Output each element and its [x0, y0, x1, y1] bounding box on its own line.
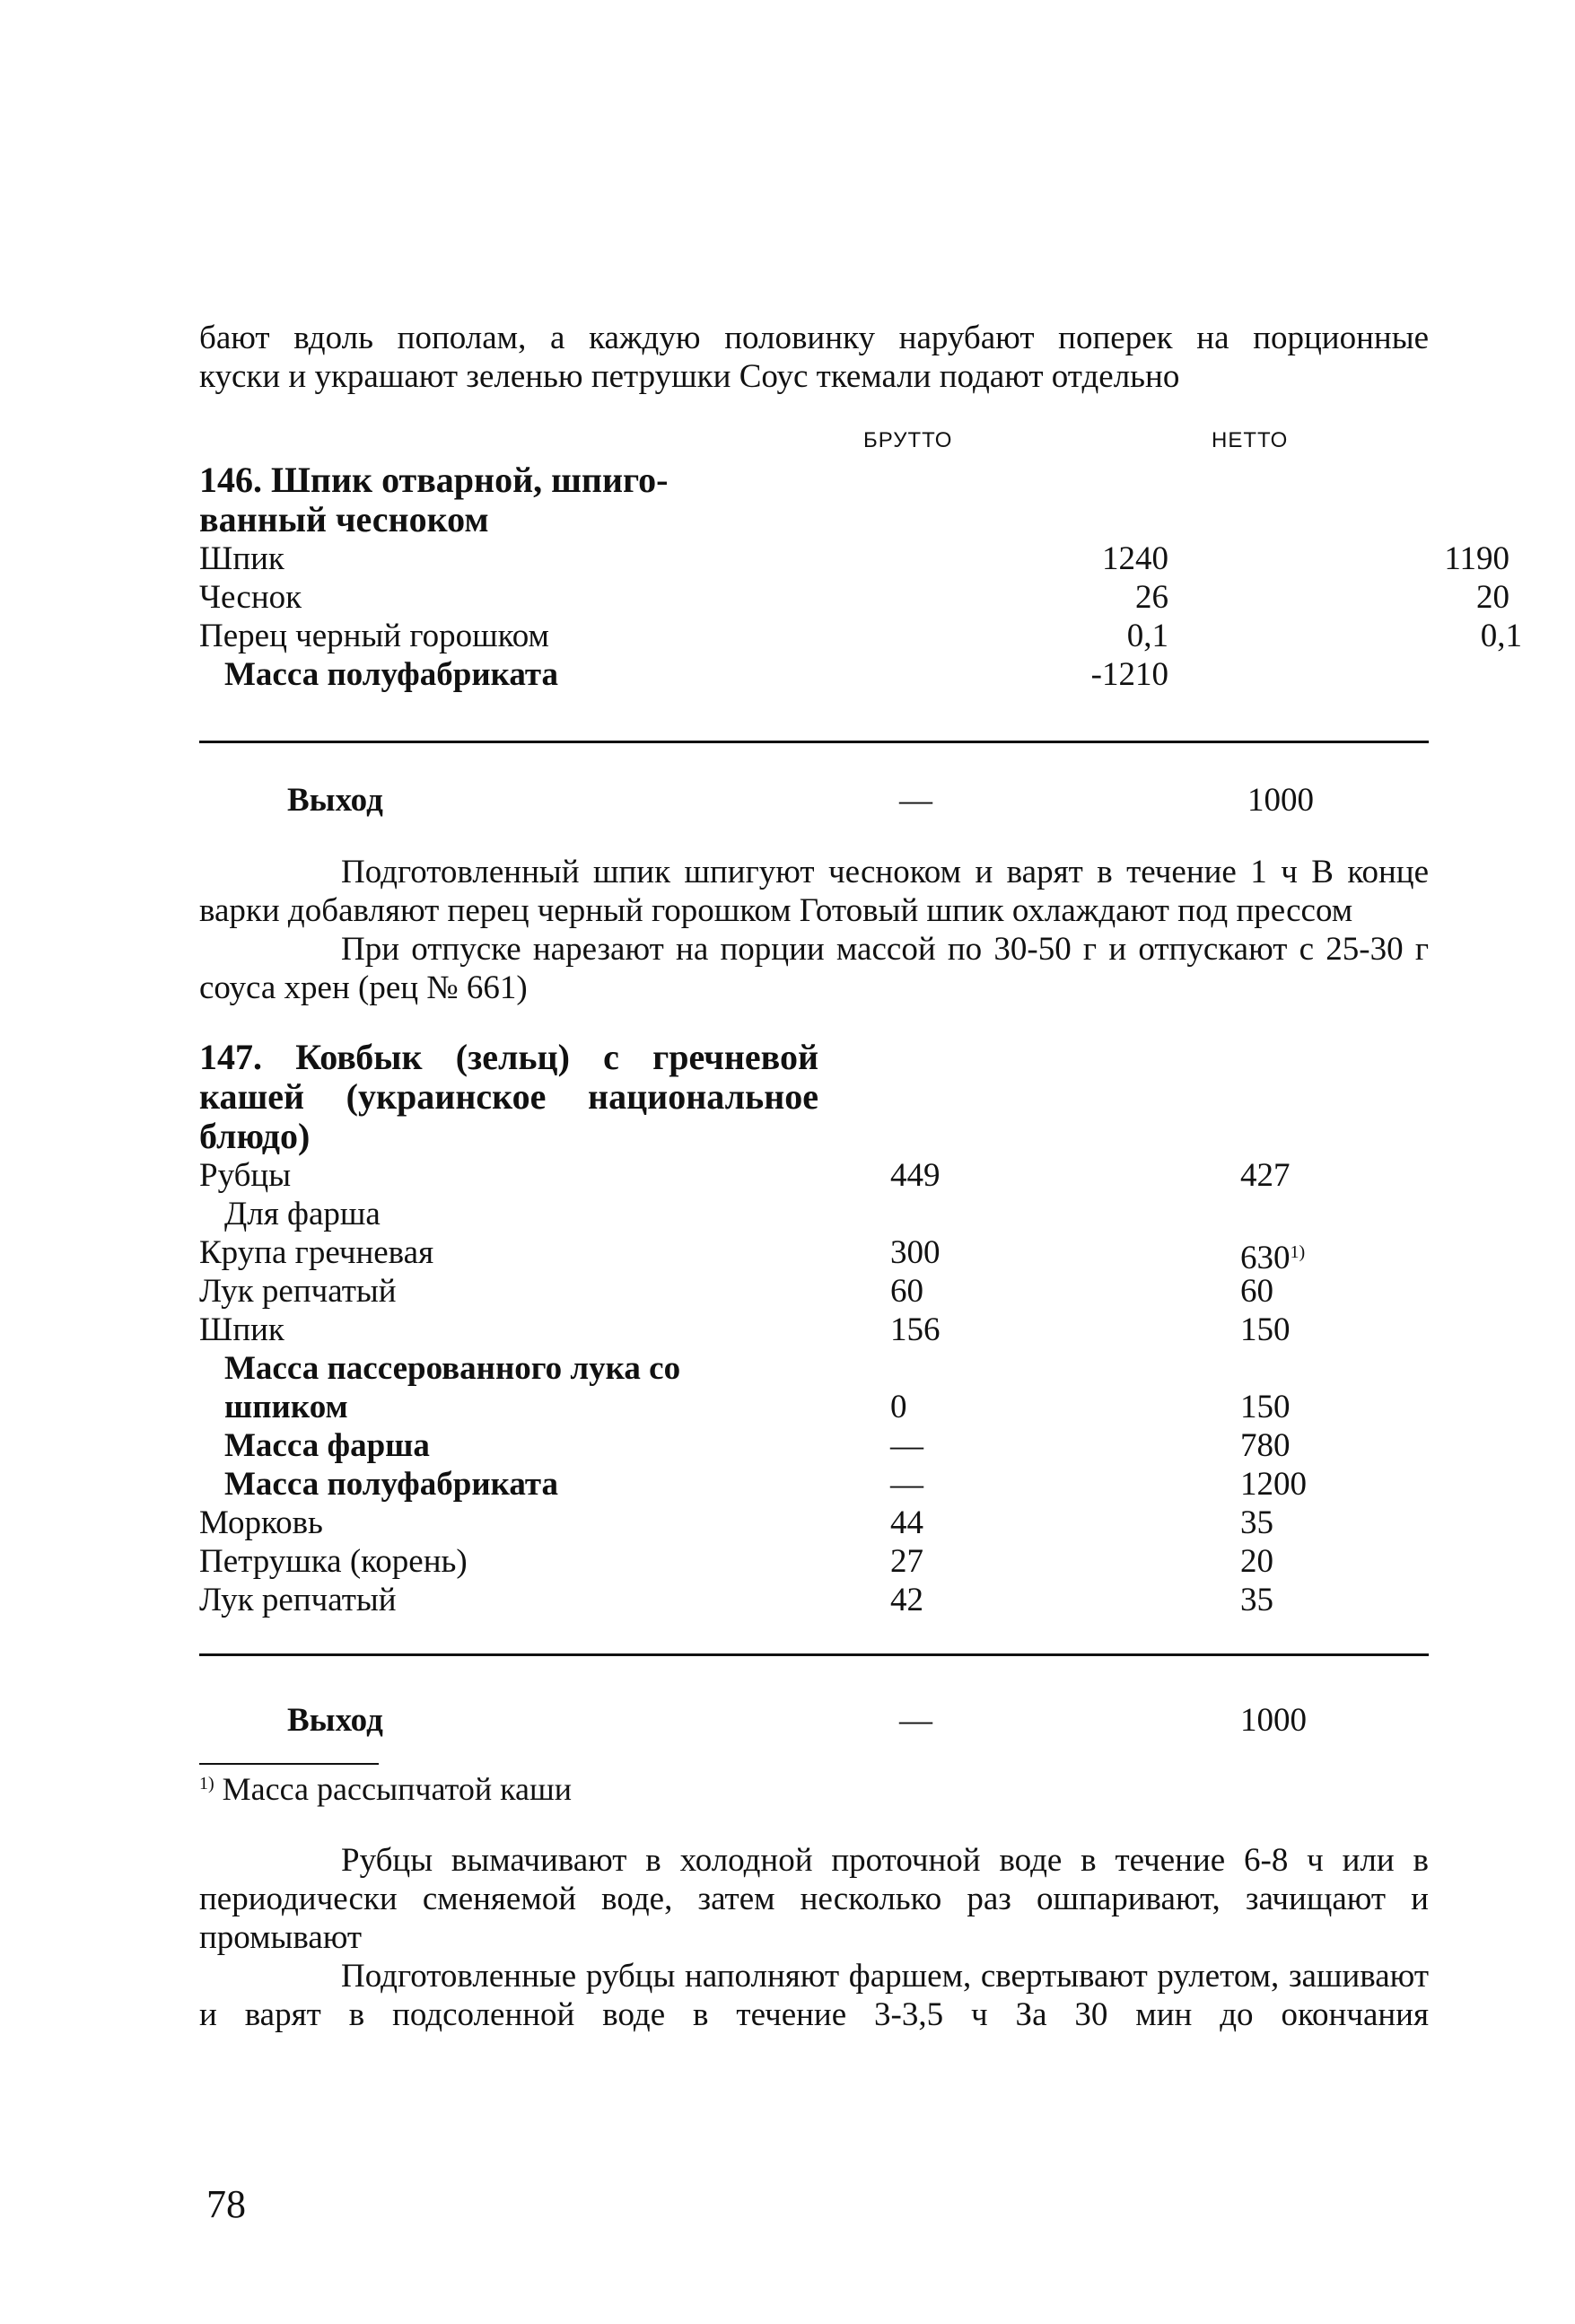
- brutto-value: —: [890, 1466, 923, 1503]
- ingredient-row: [199, 1542, 1429, 1581]
- ingredient-row: [199, 1311, 1429, 1349]
- netto-value: 1190: [1444, 540, 1509, 577]
- brutto-value: 42: [890, 1582, 923, 1618]
- yield-label: Выход: [287, 782, 383, 819]
- brutto-value: 449: [890, 1157, 941, 1194]
- brutto-value: 0: [890, 1389, 907, 1425]
- recipe-147-ingredients: [199, 1156, 1429, 1619]
- netto-value: 20: [1240, 1543, 1273, 1580]
- ingredient-row: [199, 1504, 1429, 1542]
- footnote-marker: 1): [1290, 1242, 1306, 1262]
- brutto-value: 156: [890, 1311, 941, 1348]
- ingredient-name: Шпик: [199, 540, 284, 577]
- ingredient-row: [199, 578, 1509, 617]
- recipe-147-title-line-3: блюдо): [199, 1116, 311, 1156]
- ingredient-row: [199, 1388, 1429, 1426]
- netto-number: 630: [1240, 1240, 1291, 1276]
- brutto-value: 27: [890, 1543, 923, 1580]
- netto-value: 35: [1240, 1504, 1273, 1541]
- footnote-text: Масса рассыпчатой каши: [222, 1771, 573, 1807]
- recipe-147-text-2: Подготовленные рубцы наполняют фаршем, свертывают рулетом, зашивают и варят в подсоленной воде в течение 3-3,5 ч За 30 мин до окончания: [199, 1958, 1429, 2033]
- ingredient-name: Масса полуфабриката: [224, 1466, 559, 1503]
- recipe-146-ingredients: [199, 539, 1522, 694]
- ingredient-row: [199, 1233, 1429, 1276]
- ingredient-group-label: Для фарша: [224, 1196, 381, 1232]
- yield-brutto: —: [899, 782, 932, 819]
- recipe-147-title: [199, 1038, 818, 1156]
- ingredient-name: Морковь: [199, 1504, 323, 1541]
- ingredient-name: Рубцы: [199, 1157, 292, 1194]
- ingredient-name: Масса фарша: [224, 1427, 430, 1464]
- yield-netto: 1000: [1247, 782, 1314, 819]
- brutto-value: 44: [890, 1504, 923, 1541]
- netto-value: 20: [1476, 579, 1509, 616]
- brutto-value: -1210: [1090, 656, 1168, 693]
- recipe-147-title-line-2: кашей (украинское национальное: [199, 1076, 818, 1117]
- ingredient-name: Лук репчатый: [199, 1582, 397, 1618]
- recipe-146-title-line-2: ванный чесноком: [199, 499, 489, 539]
- brutto-header: БРУТТО: [863, 428, 953, 452]
- ingredient-name: Масса полуфабриката: [224, 656, 559, 693]
- yield-row-147: [199, 1701, 1429, 1740]
- ingredient-row: [199, 1581, 1429, 1619]
- recipe-147-title-line-1: 147. Ковбык (зельц) с гречневой: [199, 1037, 818, 1077]
- netto-value: [1240, 1233, 1305, 1277]
- page-number: 78: [206, 2182, 246, 2226]
- netto-value: 427: [1240, 1157, 1291, 1194]
- ingredient-row: [199, 1349, 1429, 1388]
- recipe-147-text-1: Рубцы вымачивают в холодной проточной воде в течение 6-8 ч или в периодически сменяемой воде, затем несколько раз ошпаривают, зачищают и промывают: [199, 1842, 1429, 1956]
- ingredient-row: [199, 655, 1429, 694]
- netto-value: 150: [1240, 1311, 1291, 1348]
- yield-row-146: [199, 781, 1429, 820]
- ingredient-name: Крупа гречневая: [199, 1234, 434, 1271]
- ingredient-name: шпиком: [224, 1389, 348, 1425]
- ingredient-name: Масса пассерованного лука со: [224, 1350, 681, 1387]
- netto-value: 1200: [1240, 1466, 1307, 1503]
- intro-line-1: бают вдоль пополам, а каждую половинку нарубают поперек на порционные: [199, 320, 1429, 356]
- brutto-value: 300: [890, 1234, 941, 1271]
- netto-header: НЕТТО: [1212, 428, 1289, 452]
- divider: [199, 1653, 1429, 1656]
- netto-value: 60: [1240, 1273, 1273, 1310]
- ingredient-row: [199, 1426, 1429, 1465]
- recipe-146-text-2: При отпуске нарезают на порции массой по 30-50 г и отпускают с 25-30 г соуса хрен (рец № 661): [199, 931, 1429, 1006]
- ingredient-row: [199, 617, 1522, 655]
- ingredient-row: [199, 1465, 1429, 1504]
- brutto-value: 1240: [1102, 540, 1168, 577]
- netto-value: 150: [1240, 1389, 1291, 1425]
- brutto-value: 26: [1135, 579, 1168, 616]
- page-content: [199, 319, 1522, 2034]
- brutto-value: 60: [890, 1273, 923, 1310]
- ingredient-name: Шпик: [199, 1311, 284, 1348]
- netto-value: 35: [1240, 1582, 1273, 1618]
- ingredient-name: Чеснок: [199, 579, 302, 616]
- ingredient-row: [199, 1195, 1429, 1233]
- ingredient-row: [199, 539, 1509, 578]
- ingredient-row: [199, 1272, 1429, 1311]
- yield-netto: 1000: [1240, 1702, 1307, 1739]
- intro-line-2: куски и украшают зеленью петрушки Соус ткемали подают отдельно: [199, 358, 1180, 395]
- brutto-value: —: [890, 1427, 923, 1464]
- recipe-146-text-1: Подготовленный шпик шпигуют чесноком и варят в течение 1 ч В конце варки добавляют перец черный горошком Готовый шпик охлаждают под прессом: [199, 854, 1429, 929]
- netto-value: 0,1: [1480, 618, 1522, 654]
- ingredient-name: Петрушка (корень): [199, 1543, 468, 1580]
- brutto-value: 0,1: [1126, 618, 1168, 654]
- column-headers-146: [199, 428, 1429, 460]
- footnote-marker: 1): [199, 1774, 214, 1793]
- ingredient-name: Перец черный горошком: [199, 618, 549, 654]
- divider: [199, 741, 1429, 743]
- ingredient-row: [199, 1156, 1429, 1195]
- yield-label: Выход: [287, 1702, 383, 1739]
- netto-value: 780: [1240, 1427, 1291, 1464]
- footnote: [199, 1765, 1429, 1809]
- ingredient-name: Лук репчатый: [199, 1273, 397, 1310]
- recipe-146-title-line-1: 146. Шпик отварной, шпиго-: [199, 460, 669, 500]
- yield-brutto: —: [899, 1702, 932, 1739]
